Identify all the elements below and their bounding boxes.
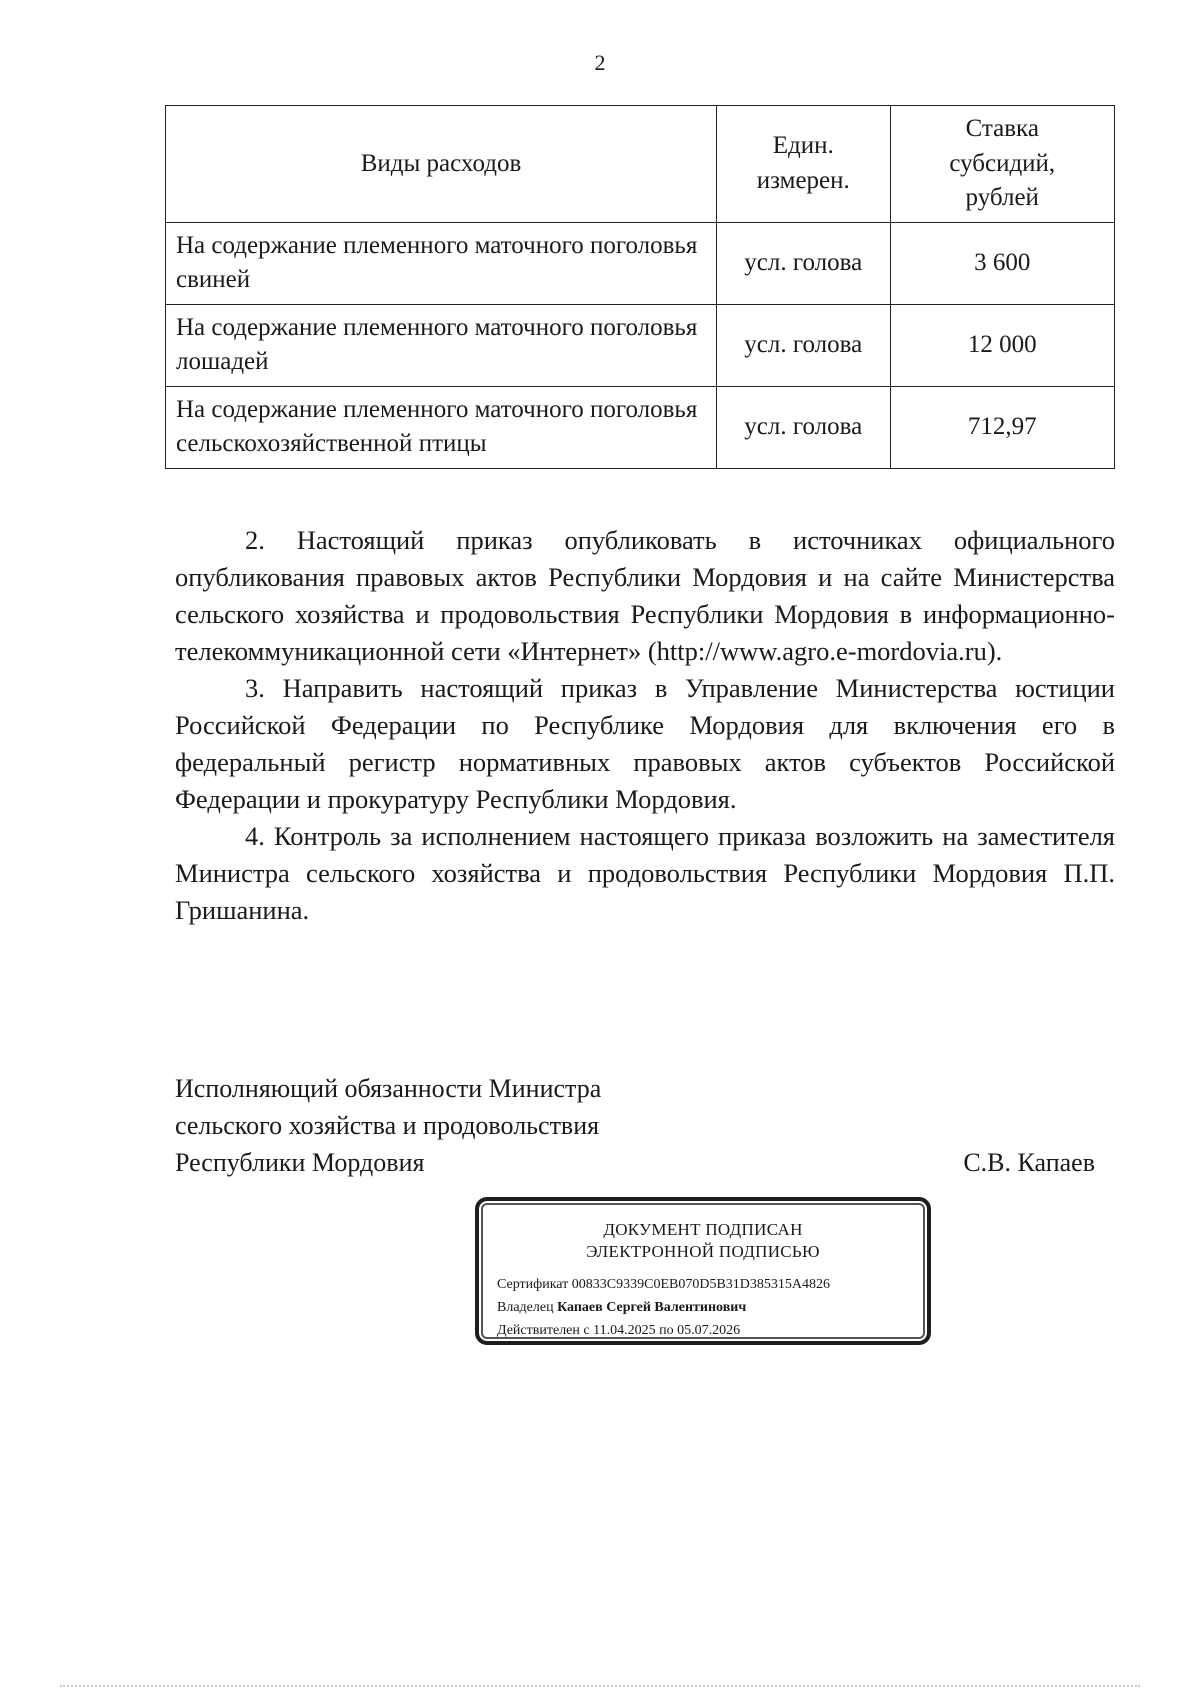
- row-expense-name: На содержание племенного маточного поголовья лошадей: [166, 304, 717, 386]
- paragraph-publication: 2. Настоящий приказ опубликовать в источниках официального опубликования правовых актов Республики Мордовия и на сайте Министерства сельского хозяйства и продовольствия Республики Мордовия в информационно-телекоммуникационной сети «Интернет» (http://www.agro.e-mordovia.ru).: [175, 525, 1115, 666]
- subsidy-rates-table: [165, 105, 1115, 469]
- stamp-owner-label: Владелец: [497, 1300, 554, 1315]
- table-row: [166, 222, 1115, 304]
- header-rate: Ставка субсидий, рублей: [890, 106, 1115, 223]
- row-unit: усл. голова: [717, 304, 890, 386]
- table-row: [166, 304, 1115, 386]
- row-unit: усл. голова: [717, 222, 890, 304]
- stamp-owner-name: Капаев Сергей Валентинович: [557, 1300, 747, 1315]
- electronic-signature-stamp: [475, 1197, 931, 1345]
- stamp-valid-label: Действителен с: [497, 1323, 590, 1338]
- signer-position-line: Республики Мордовия: [175, 1148, 425, 1177]
- page-number: 2: [594, 50, 606, 75]
- scan-edge-noise: [60, 1685, 1140, 1689]
- signer-position-line: сельского хозяйства и продовольствия: [175, 1111, 600, 1140]
- stamp-valid-from: 11.04.2025: [593, 1323, 656, 1338]
- paragraph-control: 4. Контроль за исполнением настоящего приказа возложить на заместителя Министра сельского хозяйства и продовольствия Республики Мордовия П.П. Гришанина.: [175, 821, 1115, 925]
- header-unit: Един. измерен.: [717, 106, 890, 223]
- paragraph-registration: 3. Направить настоящий приказ в Управление Министерства юстиции Российской Федерации по Республике Мордовия для включения его в федеральный регистр нормативных правовых актов субъектов Российской Федерации и прокуратуру Республики Мордовия.: [175, 673, 1115, 814]
- table-header-row: [166, 106, 1115, 223]
- stamp-certificate: [497, 1273, 909, 1296]
- row-expense-name: На содержание племенного маточного поголовья свиней: [166, 222, 717, 304]
- stamp-valid-to-label: по: [659, 1323, 674, 1338]
- stamp-title-line: ДОКУМЕНТ ПОДПИСАН: [603, 1220, 803, 1239]
- stamp-certificate-number: 00833C9339C0EB070D5B31D385315A4826: [571, 1277, 831, 1292]
- signer-position-line: Исполняющий обязанности Министра: [175, 1074, 602, 1103]
- row-unit: усл. голова: [717, 386, 890, 468]
- row-rate: 3 600: [890, 222, 1115, 304]
- order-body-text: [175, 522, 1115, 929]
- stamp-owner: [497, 1296, 909, 1319]
- signature-block: [175, 1070, 1095, 1181]
- header-expense-type: Виды расходов: [166, 106, 717, 223]
- stamp-valid-to: 05.07.2026: [677, 1323, 741, 1338]
- stamp-validity: [497, 1319, 909, 1342]
- signer-name: С.В. Капаев: [963, 1148, 1095, 1177]
- table-row: [166, 386, 1115, 468]
- stamp-title-line: ЭЛЕКТРОННОЙ ПОДПИСЬЮ: [586, 1242, 820, 1261]
- row-rate: 12 000: [890, 304, 1115, 386]
- row-expense-name: На содержание племенного маточного поголовья сельскохозяйственной птицы: [166, 386, 717, 468]
- stamp-certificate-label: Сертификат: [497, 1277, 569, 1292]
- row-rate: 712,97: [890, 386, 1115, 468]
